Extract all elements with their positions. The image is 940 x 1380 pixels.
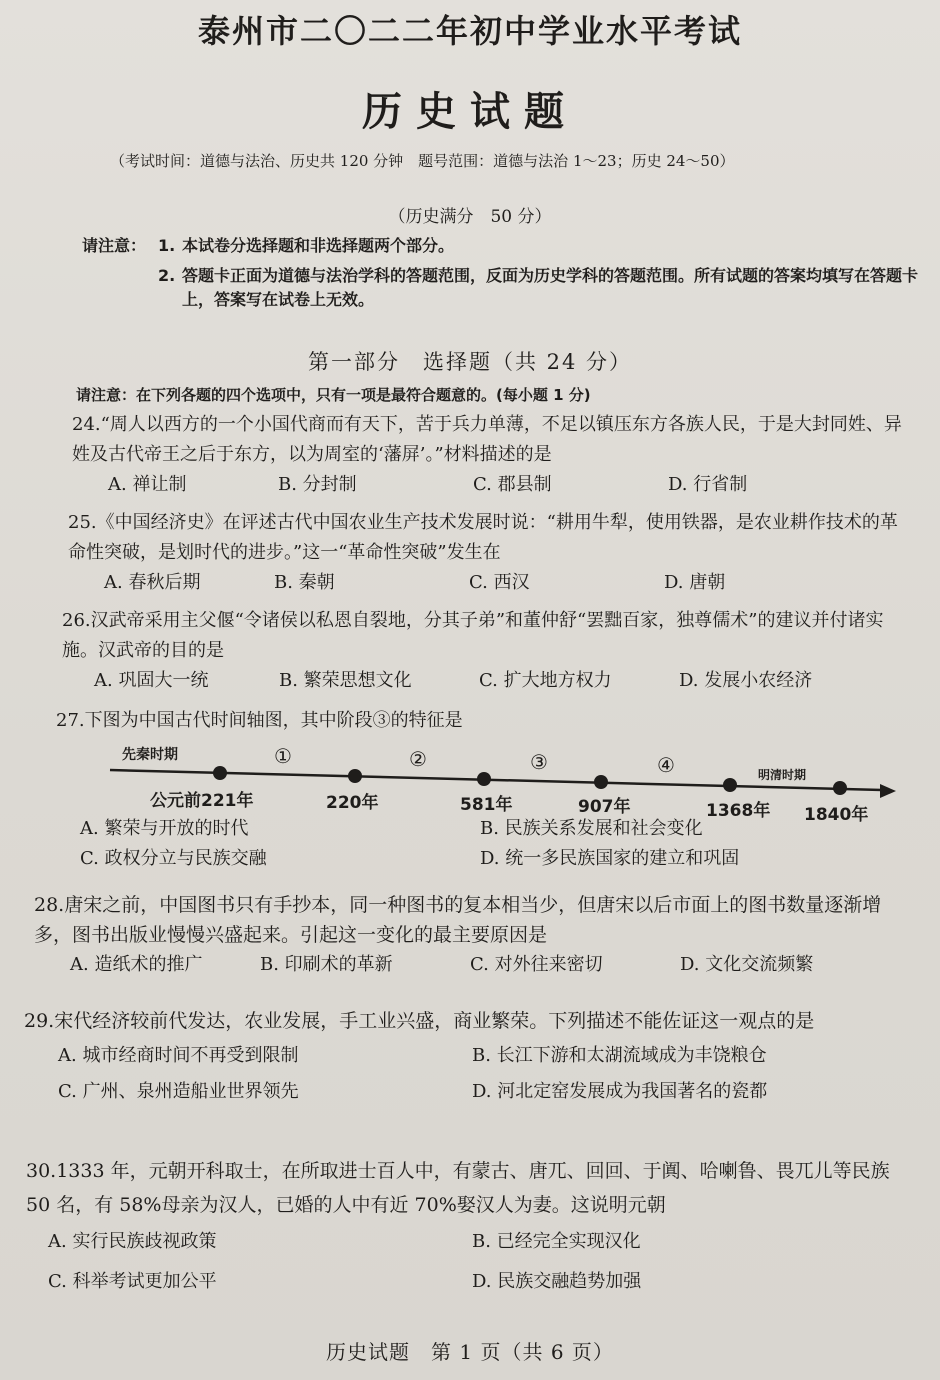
question-24 (72, 410, 912, 500)
timeline-start-label: 先秦时期 (122, 747, 178, 763)
question-29 (24, 1004, 916, 1110)
timeline-dot (723, 778, 737, 792)
option-a: A. 繁荣与开放的时代 (80, 818, 249, 839)
option-b: B. 秦朝 (274, 572, 335, 593)
notice-lead: 请注意： (82, 236, 147, 255)
question-stem: 宋代经济较前代发达，农业发展，手工业兴盛，商业繁荣。下列描述不能佐证这一观点的是 (54, 1010, 815, 1032)
question-26 (62, 606, 912, 696)
question-28 (34, 890, 914, 980)
options (34, 950, 914, 980)
option-c: C. 郡县制 (473, 474, 552, 495)
option-b: B. 长江下游和太湖流域成为丰饶粮仓 (472, 1045, 767, 1066)
subject-title: 历史试题 (362, 89, 578, 135)
option-b: B. 繁荣思想文化 (279, 670, 412, 691)
section-instruction: 请注意：在下列各题的四个选项中，只有一项是最符合题意的。(每小题 1 分) (76, 386, 591, 404)
timeline-dot (594, 775, 608, 789)
notice-index: 2. (158, 266, 176, 285)
section-title: 第一部分 选择题（共 24 分） (307, 350, 633, 374)
question-stem: “周人以西方的一个小国代商而有天下，苦于兵力单薄，不足以镇压东方各族人民，于是大封同姓、异姓及古代帝王之后于东方，以为周室的‘藩屏’。”材料描述的是 (72, 414, 902, 465)
question-stem: 《中国经济史》在评述古代中国农业生产技术发展时说：“耕用牛犁，使用铁器，是农业耕作技术的革命性突破，是划时代的进步。”这一“革命性突破”发生在 (68, 512, 898, 563)
option-b: B. 民族关系发展和社会变化 (480, 818, 703, 839)
options (24, 1038, 916, 1110)
option-d: D. 唐朝 (664, 572, 726, 593)
notice-text: 答题卡正面为道德与法治学科的答题范围，反面为历史学科的答题范围。所有试题的答案均填写在答题卡上，答案写在试卷上无效。 (182, 266, 919, 309)
question-number: 30. (26, 1160, 57, 1182)
option-a: A. 禅让制 (108, 474, 187, 495)
option-d: D. 发展小农经济 (679, 670, 813, 691)
timeline-dot (348, 769, 362, 783)
options (26, 1222, 916, 1302)
option-d: D. 河北定窑发展成为我国著名的瓷都 (472, 1081, 768, 1102)
question-stem: 下图为中国古代时间轴图，其中阶段③的特征是 (84, 710, 463, 731)
option-b: B. 印刷术的革新 (260, 954, 393, 975)
timeline-stage: ① (274, 744, 292, 768)
timeline-year: 1368年 (706, 801, 771, 821)
option-a: A. 造纸术的推广 (70, 954, 203, 975)
timeline-arrow (880, 784, 896, 798)
options (68, 568, 914, 598)
exam-title: 泰州市二〇二二年初中学业水平考试 (197, 12, 742, 50)
question-30 (26, 1154, 916, 1302)
option-c: C. 政权分立与民族交融 (80, 848, 267, 869)
page-footer: 历史试题 第 1 页（共 6 页） (326, 1340, 614, 1364)
question-stem: 汉武帝采用主父偃“令诸侯以私恩自裂地，分其子弟”和董仲舒“罢黜百家，独尊儒术”的建议并付诸实施。汉武帝的目的是 (62, 610, 884, 661)
timeline-end-label: 明清时期 (758, 768, 807, 782)
timeline-year: 907年 (578, 797, 631, 817)
option-a: A. 巩固大一统 (94, 670, 209, 691)
option-d: D. 文化交流频繁 (680, 954, 814, 975)
question-25 (68, 508, 914, 598)
timeline-year: 公元前221年 (150, 791, 254, 811)
exam-info: （考试时间：道德与法治、历史共 120 分钟 题号范围：道德与法治 1～23；历史 24～50） (110, 152, 735, 170)
options (80, 814, 900, 874)
question-number: 25. (68, 512, 97, 533)
question-number: 29. (24, 1010, 55, 1032)
timeline-year: 220年 (326, 793, 379, 813)
timeline-stage: ③ (530, 750, 548, 774)
option-c: C. 对外往来密切 (470, 954, 603, 975)
question-number: 27. (56, 710, 85, 731)
notice-item (82, 264, 922, 312)
option-d: D. 民族交融趋势加强 (472, 1271, 642, 1292)
options (62, 666, 912, 696)
option-c: C. 扩大地方权力 (479, 670, 612, 691)
timeline-year: 581年 (460, 795, 513, 815)
full-score: （历史满分 50 分） (388, 207, 552, 227)
timeline-dot (833, 781, 847, 795)
option-d: D. 行省制 (668, 474, 748, 495)
question-stem: 1333 年，元朝开科取士，在所取进士百人中，有蒙古、唐兀、回回、于阗、哈喇鲁、畏兀儿等民族 50 名，有 58%母亲为汉人，已婚的人中有近 70%娶汉人为妻。这说明元朝 (26, 1160, 890, 1216)
option-c: C. 西汉 (469, 572, 530, 593)
question-number: 26. (62, 610, 91, 631)
notice-text: 本试卷分选择题和非选择题两个部分。 (182, 236, 455, 255)
option-a: A. 实行民族歧视政策 (48, 1231, 217, 1252)
question-stem: 唐宋之前，中国图书只有手抄本，同一种图书的复本相当少，但唐宋以后市面上的图书数量逐渐增多，图书出版业慢慢兴盛起来。引起这一变化的最主要原因是 (34, 894, 882, 946)
notice-index: 1. (158, 236, 176, 255)
notice-block (82, 234, 922, 312)
notice-item (82, 234, 922, 258)
options (72, 470, 912, 500)
option-b: B. 已经完全实现汉化 (472, 1231, 641, 1252)
option-c: C. 广州、泉州造船业世界领先 (58, 1081, 299, 1102)
timeline-dot (477, 772, 491, 786)
option-c: C. 科举考试更加公平 (48, 1271, 217, 1292)
question-number: 24. (72, 414, 101, 435)
timeline-year: 1840年 (804, 805, 869, 825)
question-27 (56, 706, 906, 736)
option-a: A. 春秋后期 (104, 572, 201, 593)
timeline-dot (213, 766, 227, 780)
timeline-stage: ④ (657, 753, 675, 777)
question-number: 28. (34, 894, 65, 916)
timeline-stage: ② (409, 747, 427, 771)
option-a: A. 城市经商时间不再受到限制 (58, 1045, 299, 1066)
question-27-options (80, 814, 900, 874)
option-d: D. 统一多民族国家的建立和巩固 (480, 848, 740, 869)
option-b: B. 分封制 (278, 474, 357, 495)
